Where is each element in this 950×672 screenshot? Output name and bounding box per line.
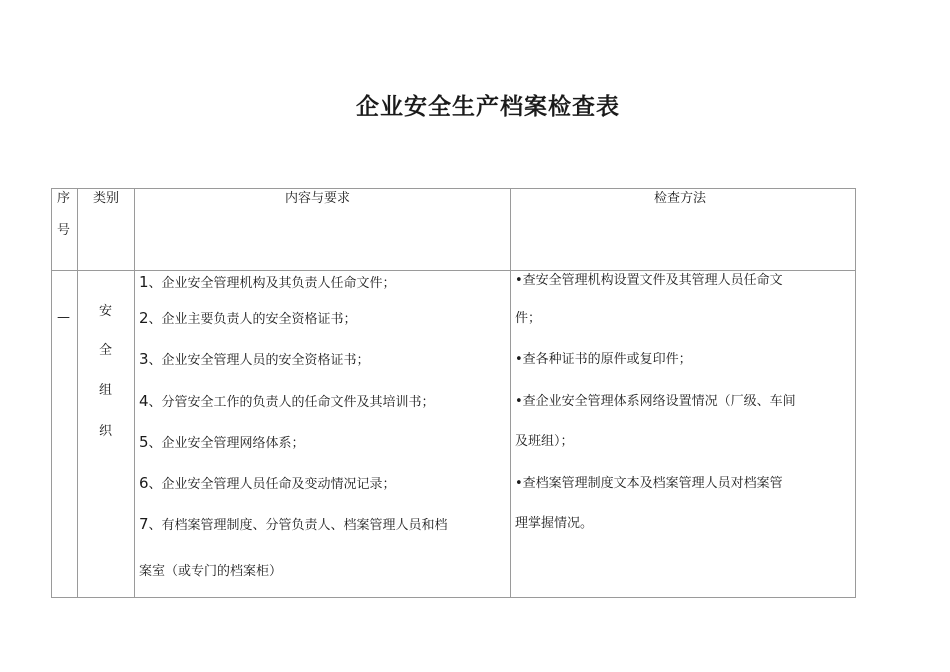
page-title: 企业安全生产档案检查表 — [356, 94, 620, 120]
category-char: 全 — [99, 343, 113, 358]
method-line: 及班组）； — [515, 434, 574, 449]
method-line: •查档案管理制度文本及档案管理人员对档案管 — [515, 476, 783, 491]
requirement-item-continued: 案室（或专门的档案柜） — [139, 564, 283, 579]
method-line: 件； — [515, 311, 542, 326]
requirement-item: 4、分管安全工作的负责人的任命文件及其培训书； — [139, 392, 435, 410]
requirement-item: 6、企业安全管理人员任命及变动情况记录； — [139, 474, 396, 492]
header-method: 检查方法 — [654, 191, 707, 206]
column-divider — [134, 188, 135, 598]
requirement-item: 7、有档案管理制度、分管负责人、档案管理人员和档 — [139, 515, 448, 533]
category-char: 组 — [99, 383, 113, 398]
category-char: 安 — [99, 304, 113, 319]
method-line: •查安全管理机构设置文件及其管理人员任命文 — [515, 273, 783, 288]
method-line: 理掌握情况。 — [515, 516, 594, 531]
header-seq: 号 — [57, 223, 71, 238]
requirement-item: 3、企业安全管理人员的安全资格证书； — [139, 350, 370, 368]
method-line: •查各种证书的原件或复印件； — [515, 352, 692, 367]
column-divider — [77, 188, 78, 598]
requirement-item: 1、企业安全管理机构及其负责人任命文件； — [139, 273, 396, 291]
method-line: •查企业安全管理体系网络设置情况（厂级、车间 — [515, 394, 796, 409]
column-divider — [510, 188, 511, 598]
header-seq: 序 — [57, 191, 71, 206]
requirement-item: 2、企业主要负责人的安全资格证书； — [139, 309, 357, 327]
row-seq: — — [57, 310, 70, 325]
inspection-table — [51, 188, 856, 598]
table-border-right — [855, 188, 856, 598]
header-divider — [51, 270, 856, 271]
table-border-top — [51, 188, 856, 189]
category-char: 织 — [99, 424, 113, 439]
header-category: 类别 — [93, 191, 120, 206]
requirement-item: 5、企业安全管理网络体系； — [139, 433, 305, 451]
table-border-bottom — [51, 597, 856, 598]
table-border-left — [51, 188, 52, 598]
header-content: 内容与要求 — [285, 191, 351, 206]
